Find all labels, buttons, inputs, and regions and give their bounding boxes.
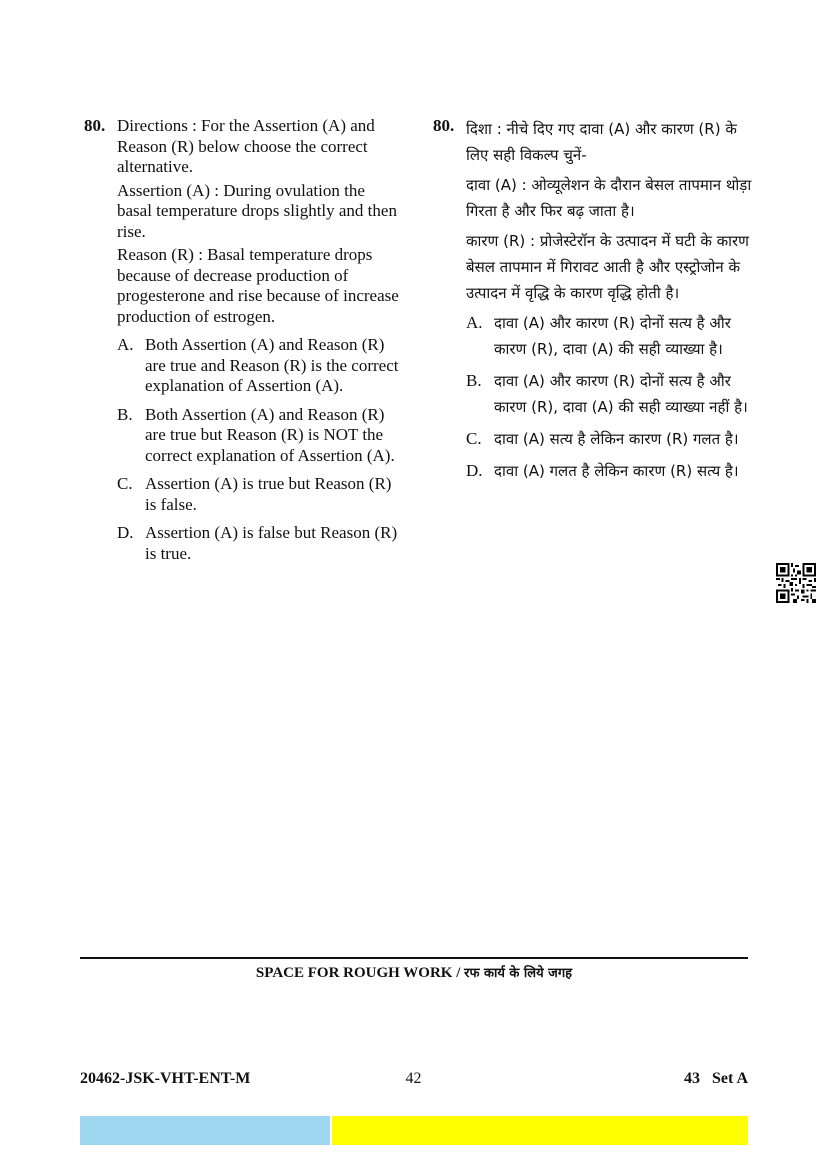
option-label: B. bbox=[466, 371, 482, 390]
option-label: C. bbox=[117, 474, 133, 493]
rough-work-en: SPACE FOR ROUGH WORK / bbox=[255, 965, 461, 981]
option-label: D. bbox=[466, 461, 483, 480]
option-text: दावा (A) और कारण (R) दोनों सत्य है और कारण (R), दावा (A) की सही व्याख्या नहीं है। bbox=[494, 372, 748, 416]
option-label: C. bbox=[466, 429, 482, 448]
option-c bbox=[117, 474, 402, 515]
paper-code: 20462-JSK-VHT-ENT-M bbox=[80, 1070, 251, 1087]
question-english bbox=[84, 116, 402, 572]
question-number: 80. bbox=[433, 116, 455, 135]
page-number: 42 bbox=[405, 1070, 422, 1087]
option-a bbox=[466, 310, 753, 362]
directions: Directions : For the Assertion (A) and Reason (R) below choose the correct alternative. bbox=[117, 116, 375, 176]
set-label: 43 Set A bbox=[684, 1070, 748, 1087]
option-text: Both Assertion (A) and Reason (R) are true and Reason (R) is the correct explanation of Assertion (A). bbox=[145, 335, 399, 395]
options-list bbox=[466, 310, 753, 484]
option-label: A. bbox=[466, 313, 483, 332]
qr-code-icon bbox=[776, 563, 816, 603]
rough-work-heading bbox=[80, 963, 748, 982]
assertion: Assertion (A) : During ovulation the basal temperature drops slightly and then rise. bbox=[117, 180, 397, 241]
color-bar-left bbox=[80, 1116, 330, 1145]
option-label: A. bbox=[117, 335, 134, 354]
directions: दिशा : नीचे दिए गए दावा (A) और कारण (R) के लिए सही विकल्प चुनें- bbox=[466, 120, 737, 164]
option-text: Both Assertion (A) and Reason (R) are true but Reason (R) is NOT the correct explanation of Assertion (A). bbox=[145, 404, 395, 465]
option-b bbox=[466, 368, 753, 420]
assertion: दावा (A) : ओव्यूलेशन के दौरान बेसल तापमान थोड़ा गिरता है और फिर बढ़ जाता है। bbox=[466, 176, 752, 220]
option-b bbox=[117, 405, 402, 467]
option-text: दावा (A) गलत है लेकिन कारण (R) सत्य है। bbox=[494, 462, 739, 480]
options-list bbox=[117, 335, 402, 564]
option-label: D. bbox=[117, 523, 134, 542]
reason: कारण (R) : प्रोजेस्टेरॉन के उत्पादन में घटी के कारण बेसल तापमान में गिरावट आती है और एस्ट्रोजोन के उत्पादन में वृद्धि के कारण वृद्धि होती है। bbox=[466, 232, 749, 302]
option-text: Assertion (A) is true but Reason (R) is false. bbox=[145, 474, 392, 514]
rough-work-hi: रफ कार्य के लिये जगह bbox=[464, 966, 573, 981]
color-bar-right bbox=[332, 1116, 748, 1145]
reason: Reason (R) : Basal temperature drops because of decrease production of progesterone and rise because of increase production of estrogen. bbox=[117, 245, 399, 326]
option-d bbox=[466, 458, 753, 484]
option-d bbox=[117, 523, 402, 564]
option-text: दावा (A) और कारण (R) दोनों सत्य है और कारण (R), दावा (A) की सही व्याख्या है। bbox=[494, 314, 731, 358]
option-a bbox=[117, 335, 402, 397]
option-text: दावा (A) सत्य है लेकिन कारण (R) गलत है। bbox=[494, 430, 739, 448]
question-hindi bbox=[433, 116, 753, 490]
divider bbox=[80, 957, 748, 959]
option-c bbox=[466, 426, 753, 452]
question-number: 80. bbox=[84, 116, 106, 135]
option-label: B. bbox=[117, 404, 133, 424]
option-text: Assertion (A) is false but Reason (R) is true. bbox=[145, 523, 398, 563]
